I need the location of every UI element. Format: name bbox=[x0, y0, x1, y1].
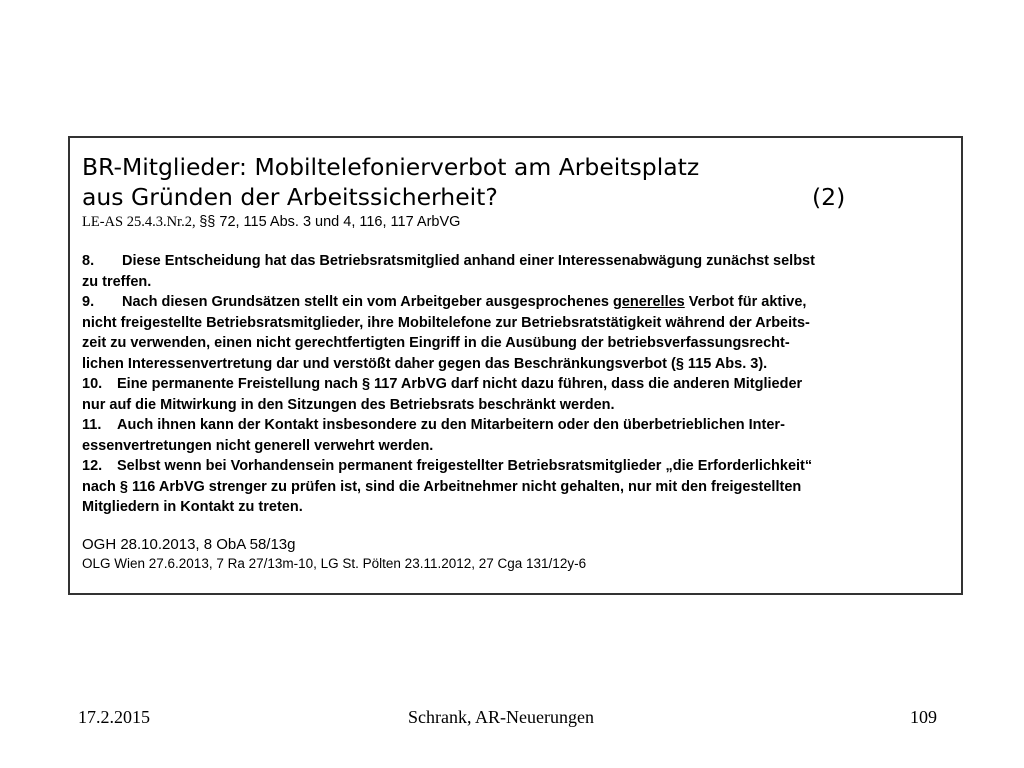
paragraph-number: 8. bbox=[82, 253, 95, 269]
paragraph-line: nur auf die Mitwirkung in den Sitzungen des Betriebsrats beschränkt werden. bbox=[82, 396, 615, 413]
title-line-1: BR-Mitglieder: Mobiltelefonierverbot am Arbeitsplatz bbox=[82, 153, 700, 181]
paragraph-9 bbox=[82, 292, 952, 374]
paragraph-text: Eine permanente Freistellung nach § 117 ArbVG darf nicht dazu führen, dass die anderen Mitglieder bbox=[117, 376, 803, 392]
paragraph-line: nach § 116 ArbVG strenger zu prüfen ist, sind die Arbeitnehmer nicht gehalten, nur mit den freigestellten bbox=[82, 478, 802, 495]
paragraph-line bbox=[82, 374, 952, 395]
legal-reference-sections: §§ 72, 115 Abs. 3 und 4, 116, 117 ArbVG bbox=[199, 214, 461, 230]
legal-reference bbox=[82, 213, 961, 232]
paragraph-text: Verbot für aktive, bbox=[684, 294, 807, 310]
paragraph-12 bbox=[82, 456, 952, 518]
paragraph-list bbox=[82, 251, 961, 518]
citation-sub: OLG Wien 27.6.2013, 7 Ra 27/13m-10, LG St. Pölten 23.11.2012, 27 Cga 131/12y-6 bbox=[82, 555, 587, 571]
paragraph-number: 9. bbox=[82, 294, 95, 310]
content-box bbox=[68, 136, 963, 595]
underlined-word: generelles bbox=[613, 294, 685, 310]
court-citation bbox=[82, 535, 961, 573]
paragraph-8 bbox=[82, 251, 952, 292]
footer-author-title: Schrank, AR-Neuerungen bbox=[408, 707, 594, 727]
paragraph-text: Auch ihnen kann der Kontakt insbesondere zu den Mitarbeitern oder den überbetrieblichen Inter- bbox=[117, 417, 785, 433]
paragraph-number: 12. bbox=[82, 458, 103, 474]
title-part-number: (2) bbox=[812, 183, 846, 211]
paragraph-line: Mitgliedern in Kontakt zu treten. bbox=[82, 499, 303, 515]
paragraph-number: 11. bbox=[82, 417, 102, 433]
title-line-2-text: aus Gründen der Arbeitssicherheit? bbox=[82, 183, 498, 211]
paragraph-line bbox=[82, 456, 952, 477]
paragraph-text: Selbst wenn bei Vorhandensein permanent freigestellter Betriebsratsmitglieder „die Erforderlichkeit“ bbox=[117, 458, 813, 474]
paragraph-line: lichen Interessenvertretung dar und verstößt daher gegen das Beschränkungsverbot (§ 115 Abs. 3). bbox=[82, 355, 768, 372]
paragraph-line bbox=[82, 292, 952, 313]
citation-main: OGH 28.10.2013, 8 ObA 58/13g bbox=[82, 535, 296, 553]
title-line-2 bbox=[82, 182, 961, 212]
paragraph-text: Diese Entscheidung hat das Betriebsratsmitglied anhand einer Interessenabwägung zunächst selbst bbox=[122, 253, 815, 269]
paragraph-line: zu treffen. bbox=[82, 273, 152, 290]
paragraph-line: nicht freigestellte Betriebsratsmitglieder, ihre Mobiltelefone zur Betriebsratstätigkeit während der Arbeits- bbox=[82, 314, 810, 331]
paragraph-10 bbox=[82, 374, 952, 415]
paragraph-text: Nach diesen Grundsätzen stellt ein vom Arbeitgeber ausgesprochenes bbox=[122, 294, 613, 310]
paragraph-number: 10. bbox=[82, 376, 103, 392]
legal-reference-code: LE-AS 25.4.3.Nr.2, bbox=[82, 214, 200, 230]
footer-page-number: 109 bbox=[910, 707, 937, 727]
paragraph-11 bbox=[82, 415, 952, 456]
paragraph-line: zeit zu verwenden, einen nicht gerechtfertigten Eingriff in die Ausübung der betriebsverfassungsrecht- bbox=[82, 335, 790, 351]
paragraph-line: essenvertretungen nicht generell verwehrt werden. bbox=[82, 437, 434, 454]
footer-date: 17.2.2015 bbox=[78, 707, 150, 727]
paragraph-line bbox=[82, 251, 952, 272]
paragraph-line bbox=[82, 415, 952, 436]
